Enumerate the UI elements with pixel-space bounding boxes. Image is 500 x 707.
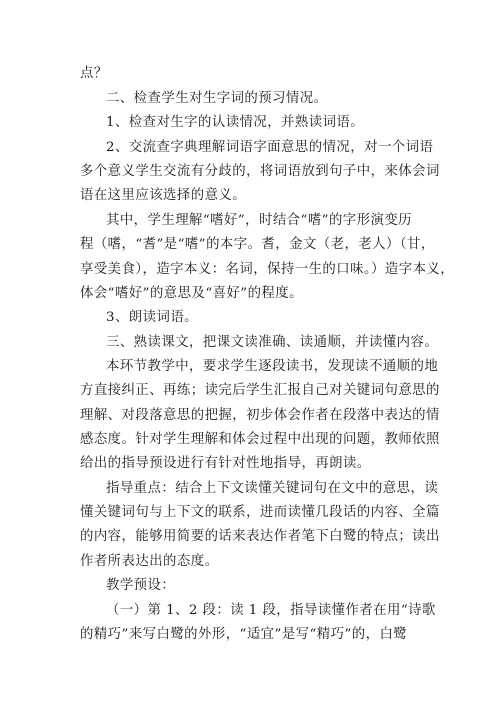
- text-line-content: 懂关键词句与上下文的联系，进而读懂几段话的内容、全篇: [80, 505, 440, 520]
- text-line-content: 2、交流查字典理解词语字面意思的情况，对一个词语: [106, 140, 434, 155]
- text-line: [80, 355, 439, 380]
- text-line: [80, 452, 432, 477]
- text-line: [80, 599, 436, 624]
- text-line: [80, 160, 440, 185]
- text-line: [80, 258, 455, 283]
- text-line: [80, 331, 439, 356]
- text-line: [80, 233, 435, 258]
- text-line-content: 语在这里应该选择的意义。: [80, 188, 247, 203]
- text-line: [80, 136, 432, 161]
- text-line-content: 理解、对段落意思的把握，初步体会作者在段落中表达的情: [80, 408, 440, 423]
- text-line-content: 其中，学生理解“嗜好”，时结合“嗜”的字形演变历: [106, 213, 412, 228]
- text-line: [80, 404, 440, 429]
- text-line: [80, 501, 440, 526]
- text-line: [80, 379, 440, 404]
- text-line-content: 1、检查对生字的认读情况，并熟读词语。: [106, 115, 365, 130]
- text-line-content: 作者所表达出的态度。: [80, 554, 219, 569]
- text-line-content: 三、熟读课文，把课文读准确、读通顺，并读懂内容。: [106, 335, 439, 350]
- text-line: [80, 209, 432, 234]
- text-line: [80, 574, 432, 599]
- text-line-content: 的内容，能够用简要的话来表达作者笔下白鹭的特点；读出: [80, 529, 440, 544]
- text-line-content: 程（嗜，“耆”是“嗜”的本字。耆，金文（老，老人）（甘，: [80, 237, 435, 252]
- text-line-content: 多个意义学生交流有分歧的，将词语放到句子中，来体会词: [80, 164, 440, 179]
- text-line-content: 二、检查学生对生字词的预习情况。: [106, 91, 328, 106]
- text-line-content: 本环节教学中，要求学生逐段读书，发现读不通顺的地: [106, 359, 439, 374]
- text-line: [80, 282, 432, 307]
- text-line-content: 感态度。针对学生理解和体会过程中出现的问题，教师依照: [80, 432, 440, 447]
- text-line: [80, 623, 432, 648]
- text-line-content: 教学预设：: [106, 578, 176, 593]
- text-line: [80, 477, 439, 502]
- text-line-content: 3、朗读词语。: [106, 310, 199, 325]
- text-line: [80, 111, 432, 136]
- text-line: [80, 550, 432, 575]
- text-line-content: 的精巧”来写白鹭的外形，“适宜”是写“精巧”的，白鹭: [80, 627, 408, 642]
- text-line-content: 点？: [80, 66, 108, 81]
- text-line: [80, 62, 432, 87]
- text-line-content: 体会“嗜好”的意思及“喜好”的程度。: [80, 286, 303, 301]
- text-line-content: 享受美食），造字本义：名词，保持一生的口味。）造字本义，: [80, 262, 455, 277]
- text-line-content: 指导重点：结合上下文读懂关键词句在文中的意思，读: [106, 481, 439, 496]
- text-line-content: 给出的指导预设进行有针对性地指导，再朗读。: [80, 456, 371, 471]
- text-line: [80, 184, 432, 209]
- text-line: [80, 525, 440, 550]
- text-line: [80, 87, 432, 112]
- text-line-content: （一）第 1、2 段：读 1 段，指导读懂作者在用“诗歌: [106, 603, 436, 618]
- text-line: [80, 428, 440, 453]
- text-line: [80, 306, 432, 331]
- text-line-content: 方直接纠正、再练；读完后学生汇报自己对关键词句意思的: [80, 383, 440, 398]
